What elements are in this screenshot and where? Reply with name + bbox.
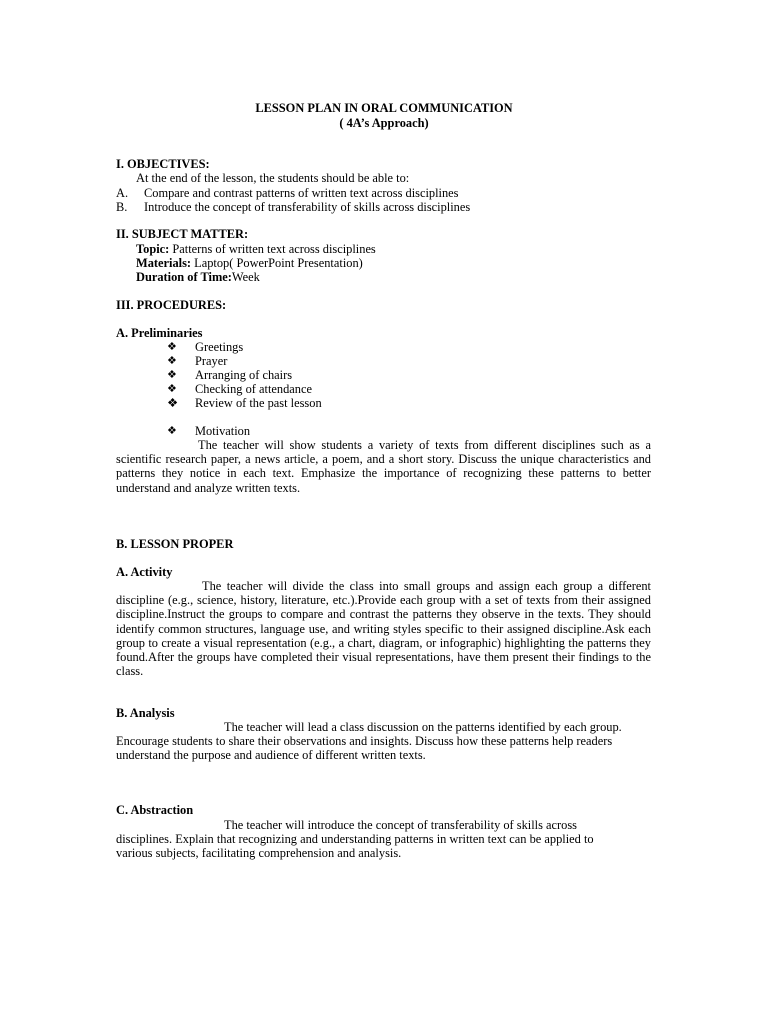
objectives-intro: At the end of the lesson, the students should be able to:	[136, 171, 410, 185]
duration-line	[136, 270, 260, 284]
materials-label: Materials:	[136, 256, 192, 270]
analysis-paragraph: The teacher will lead a class discussion on the patterns identified by each group. Encourage students to share their observations and insights. Discuss how these patterns help readers understand the purpose and audience of different written texts.	[116, 720, 622, 763]
preliminary-item: Checking of attendance	[195, 382, 312, 396]
duration-label: Duration of Time:	[136, 270, 232, 284]
topic-label: Topic:	[136, 242, 170, 256]
abstraction-heading: C. Abstraction	[116, 803, 194, 817]
analysis-heading: B. Analysis	[116, 706, 175, 720]
objective-marker-a: A.	[116, 186, 129, 200]
subject-matter-heading: II. SUBJECT MATTER:	[116, 227, 249, 241]
diamond-bullet-icon: ❖	[167, 355, 177, 367]
abstraction-paragraph: The teacher will introduce the concept of transferability of skills across disciplines. Explain that recognizing and understanding patterns in written text can be applied to various subjects, facilitating comprehension and analysis.	[116, 818, 594, 861]
diamond-bullet-icon: ❖	[167, 396, 179, 410]
preliminary-item: Greetings	[195, 340, 244, 354]
objective-item-b: Introduce the concept of transferability of skills across disciplines	[144, 200, 471, 214]
preliminary-item: Prayer	[195, 354, 228, 368]
preliminary-item: Review of the past lesson	[195, 396, 322, 410]
lesson-proper-heading: B. LESSON PROPER	[116, 537, 234, 551]
activity-heading: A. Activity	[116, 565, 173, 579]
document-subtitle: ( 4A’s Approach)	[339, 116, 429, 130]
document-title: LESSON PLAN IN ORAL COMMUNICATION	[255, 101, 513, 115]
duration-value: Week	[231, 270, 260, 284]
motivation-paragraph: The teacher will show students a variety of texts from different disciplines such as a scientific research paper, a news article, a poem, and a short story. Discuss the unique characteristics and patterns they notice in each text. Emphasize the importance of recognizing these patterns to better understand and analyze written texts.	[116, 438, 651, 495]
preliminary-item: Arranging of chairs	[195, 368, 293, 382]
procedures-heading: III. PROCEDURES:	[116, 298, 227, 312]
diamond-bullet-icon: ❖	[167, 425, 177, 437]
objectives-heading: I. OBJECTIVES:	[116, 157, 210, 171]
topic-line	[136, 242, 376, 256]
preliminaries-heading: A. Preliminaries	[116, 326, 203, 340]
diamond-bullet-icon: ❖	[167, 341, 177, 353]
topic-value: Patterns of written text across disciplines	[172, 242, 376, 256]
objective-item-a: Compare and contrast patterns of written text across disciplines	[144, 186, 459, 200]
objective-marker-b: B.	[116, 200, 128, 214]
diamond-bullet-icon: ❖	[167, 383, 177, 395]
diamond-bullet-icon: ❖	[167, 369, 177, 381]
materials-value: Laptop( PowerPoint Presentation)	[194, 256, 363, 270]
motivation-label: Motivation	[195, 424, 251, 438]
activity-paragraph: The teacher will divide the class into small groups and assign each group a different discipline (e.g., science, history, literature, etc.).Provide each group with a set of texts from their assigned discipline.Instruct the groups to compare and contrast the patterns they observe in the texts. They should identify common structures, language use, and writing styles specific to their assigned discipline.Ask each group to create a visual representation (e.g., a chart, diagram, or infographic) highlighting the patterns they found.After the groups have completed their visual representations, have them present their findings to the class.	[116, 579, 651, 679]
materials-line	[136, 256, 363, 270]
